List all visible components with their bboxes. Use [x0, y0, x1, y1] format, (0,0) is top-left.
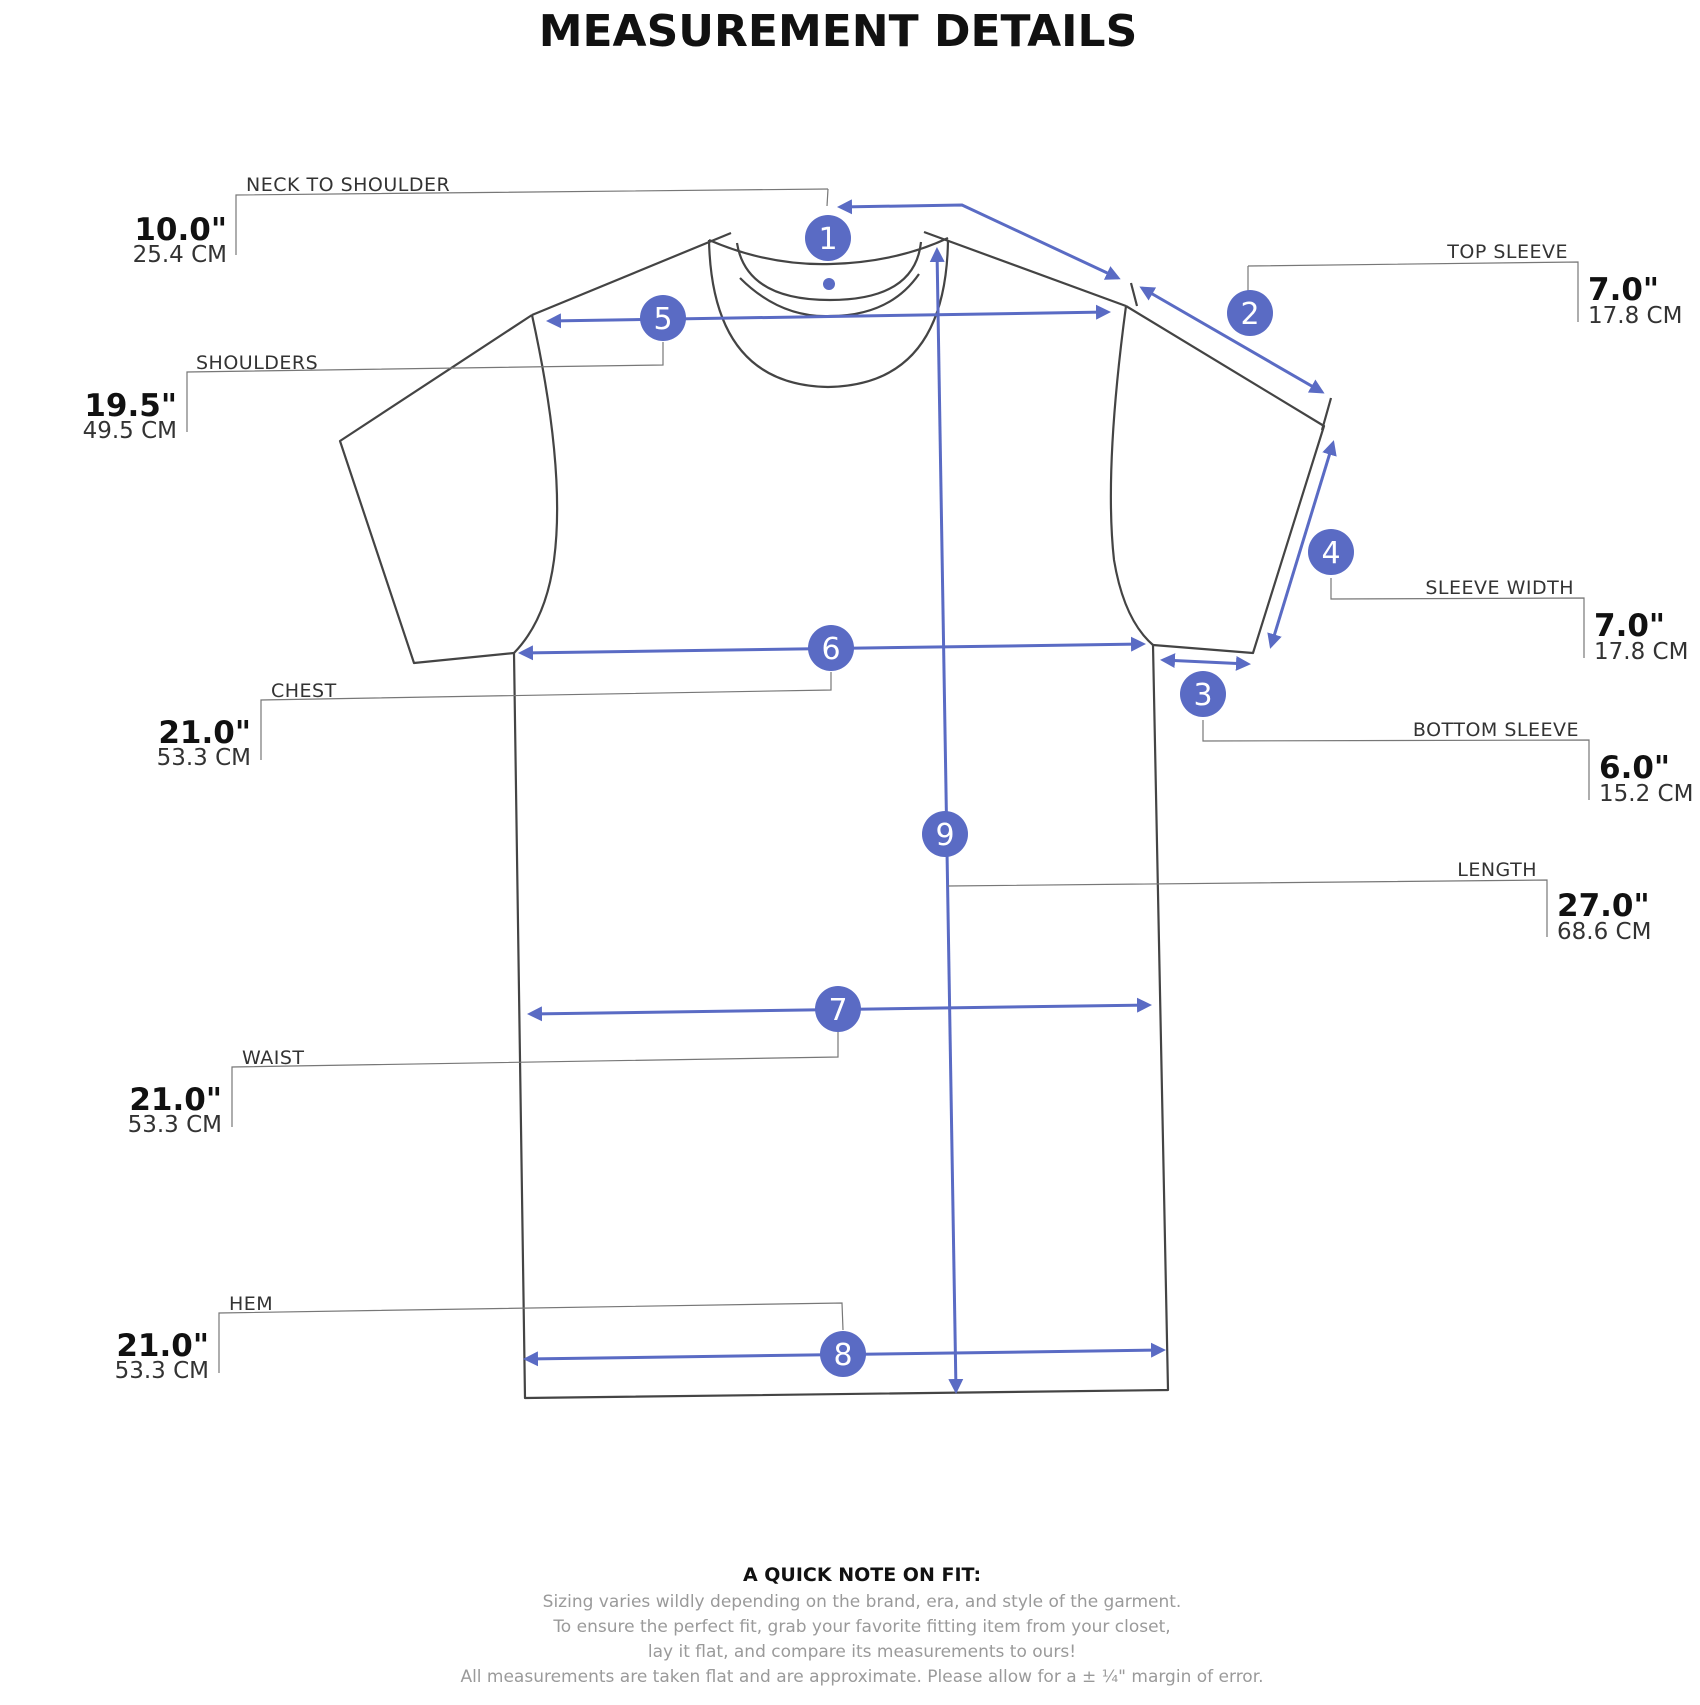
measurement-cm: 17.8 CM	[1594, 639, 1689, 665]
measurement-cm: 15.2 CM	[1599, 781, 1694, 807]
measurement-inches: 19.5"	[84, 388, 177, 424]
number-badges	[640, 215, 1354, 1377]
measurement-label: SHOULDERS	[196, 352, 319, 374]
measurement-inches: 27.0"	[1557, 888, 1650, 924]
measurement-bottom-sleeve	[1413, 719, 1694, 807]
badge-6	[808, 625, 854, 671]
measurement-label: BOTTOM SLEEVE	[1412, 719, 1579, 741]
measurement-label: LENGTH	[1457, 859, 1537, 881]
measurement-inches: 21.0"	[129, 1082, 222, 1118]
measurement-inches: 10.0"	[134, 212, 227, 248]
measurement-arrows	[521, 205, 1333, 1391]
svg-text:2: 2	[1240, 297, 1260, 332]
measurement-label: SLEEVE WIDTH	[1425, 577, 1574, 599]
fit-note-line: lay it flat, and compare its measurements to ours!	[647, 1642, 1077, 1662]
neck-point-dot	[823, 278, 835, 290]
measurement-cm: 53.3 CM	[114, 1358, 209, 1384]
svg-text:6: 6	[821, 632, 841, 667]
tshirt-outline	[340, 232, 1331, 1398]
measurement-hem	[115, 1293, 274, 1384]
measurement-label: NECK TO SHOULDER	[246, 174, 451, 196]
measurement-inches: 6.0"	[1599, 750, 1671, 786]
badge-4	[1308, 529, 1354, 575]
measurement-inches: 7.0"	[1594, 608, 1666, 644]
svg-text:8: 8	[833, 1338, 853, 1373]
page-title: MEASUREMENT DETAILS	[538, 6, 1138, 57]
badge-7	[815, 986, 861, 1032]
arrow-1-neck-to-shoulder	[840, 205, 1118, 278]
measurement-cm: 53.3 CM	[127, 1112, 222, 1138]
fit-note-line: All measurements are taken flat and are approximate. Please allow for a ± ¼" margin of error.	[460, 1667, 1264, 1687]
badge-5	[640, 295, 686, 341]
measurement-inches: 21.0"	[116, 1328, 209, 1364]
measurement-length	[1457, 859, 1651, 945]
svg-text:4: 4	[1321, 536, 1341, 571]
fit-note-line: To ensure the perfect fit, grab your favorite fitting item from your closet,	[553, 1617, 1171, 1637]
badge-2	[1227, 290, 1273, 336]
measurement-cm: 49.5 CM	[82, 418, 177, 444]
measurement-cm: 17.8 CM	[1588, 303, 1683, 329]
fit-note	[460, 1564, 1263, 1687]
arrow-3-bottom-sleeve	[1163, 660, 1248, 664]
svg-text:3: 3	[1193, 678, 1213, 713]
measurement-cm: 68.6 CM	[1557, 919, 1652, 945]
measurement-chest	[157, 680, 337, 771]
badge-9	[922, 811, 968, 857]
svg-text:5: 5	[653, 302, 673, 337]
fit-note-title: A QUICK NOTE ON FIT:	[742, 1564, 982, 1586]
fit-note-line: Sizing varies wildly depending on the brand, era, and style of the garment.	[542, 1592, 1182, 1612]
measurement-label: WAIST	[242, 1047, 305, 1069]
measurement-inches: 21.0"	[158, 715, 251, 751]
arrow-5-shoulders	[549, 312, 1108, 321]
measurement-label: TOP SLEEVE	[1447, 241, 1568, 263]
svg-text:1: 1	[818, 222, 838, 257]
measurement-sleeve-width	[1425, 577, 1688, 665]
badge-1	[805, 215, 851, 261]
measurement-shoulders	[83, 352, 319, 444]
svg-text:9: 9	[935, 818, 955, 853]
measurement-top-sleeve	[1446, 241, 1682, 329]
measurement-inches: 7.0"	[1588, 272, 1660, 308]
badge-3	[1180, 671, 1226, 717]
svg-text:7: 7	[828, 993, 848, 1028]
measurement-waist	[128, 1047, 305, 1138]
measurement-cm: 25.4 CM	[132, 242, 227, 268]
leader-lines	[187, 189, 1589, 1373]
measurement-cm: 53.3 CM	[156, 745, 251, 771]
measurement-neck-to-shoulder	[133, 174, 451, 268]
badge-8	[820, 1331, 866, 1377]
measurement-label: CHEST	[271, 680, 337, 702]
measurement-label: HEM	[229, 1293, 274, 1315]
